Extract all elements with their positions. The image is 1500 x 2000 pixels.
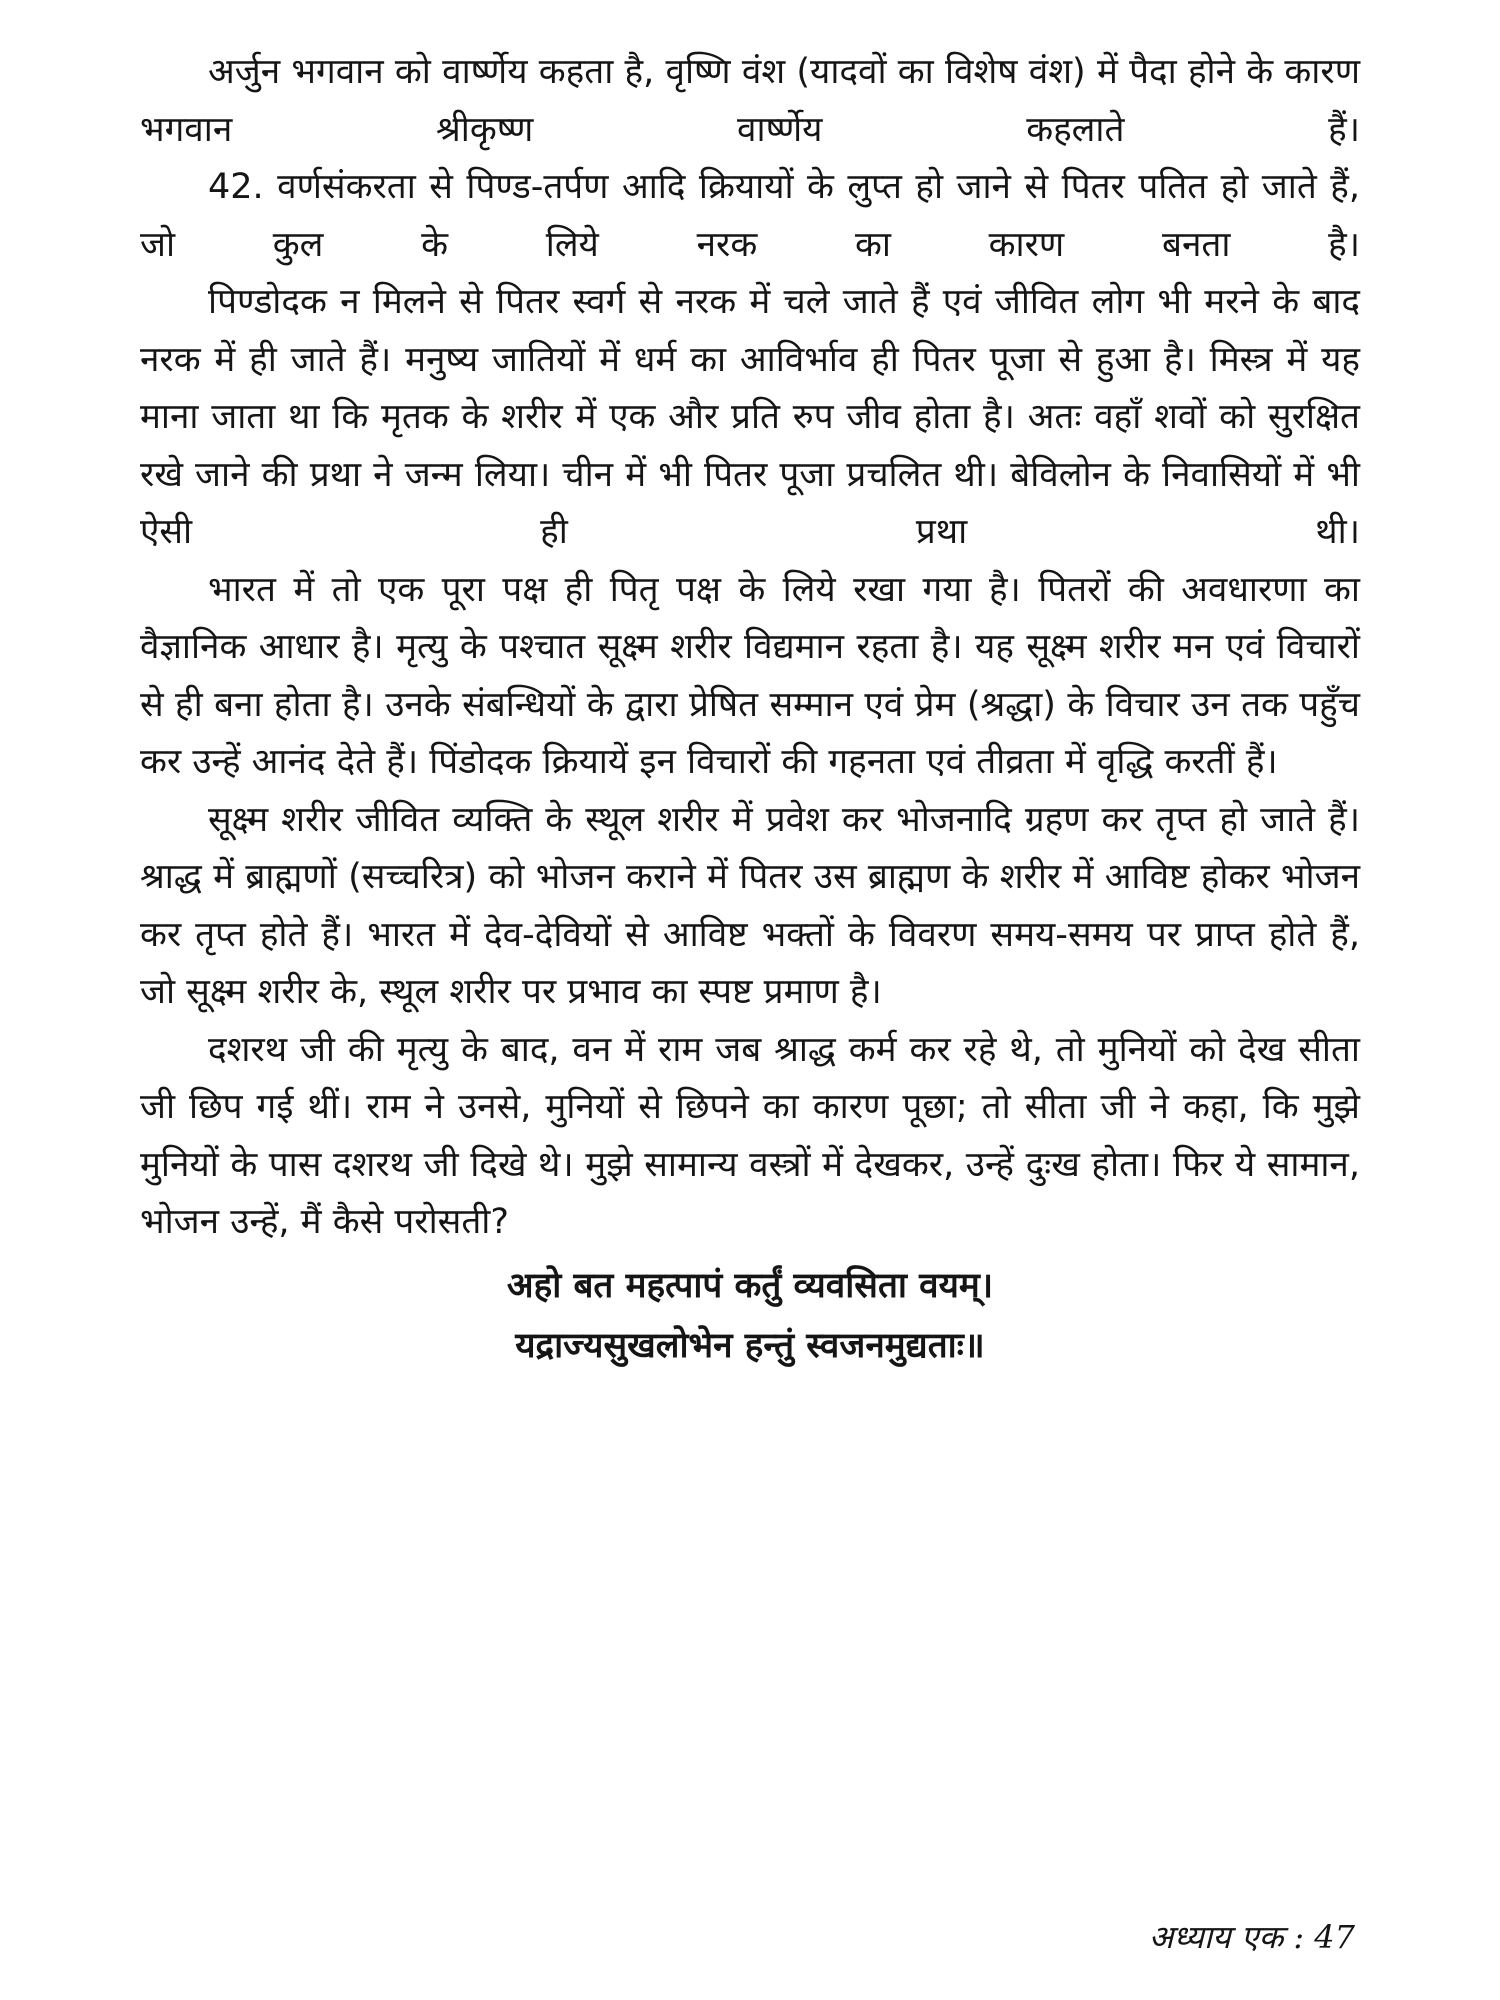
sanskrit-verse	[140, 1256, 1360, 1376]
verse-line-2: यद्राज्यसुखलोभेन हन्तुं स्वजनमुद्यताः॥	[515, 1325, 985, 1366]
paragraph-pindodak: पिण्डोदक न मिलने से पितर स्वर्ग से नरक में चले जाते हैं एवं जीवित लोग भी मरने के बाद नरक में ही जाते हैं। मनुष्य जातियों में धर्म का आविर्भाव ही पितर पूजा से हुआ है। मिस्त्र में यह माना जाता था कि मृतक के शरीर में एक और प्रति रुप जीव होता है। अतः वहाँ शवों को सुरक्षित रखे जाने की प्रथा ने जन्म लिया। चीन में भी पितर पूजा प्रचलित थी। बेविलोन के निवासियों में भी ऐसी ही प्रथा थी।	[140, 282, 1360, 552]
paragraph-pitru-paksha: भारत में तो एक पूरा पक्ष ही पितृ पक्ष के लिये रखा गया है। पितरों की अवधारणा का वैज्ञानिक आधार है। मृत्यु के पश्चात सूक्ष्म शरीर विद्यमान रहता है। यह सूक्ष्म शरीर मन एवं विचारों से ही बना होता है। उनके संबन्धियों के द्वारा प्रेषित सम्मान एवं प्रेम (श्रद्धा) के विचार उन तक पहुँच कर उन्हें आनंद देते हैं। पिंडोदक क्रियायें इन विचारों की गहनता एवं तीव्रता में वृद्धि करतीं हैं।	[140, 569, 1360, 782]
page-body	[140, 44, 1360, 1376]
paragraph-varshneya: अर्जुन भगवान को वार्ष्णेय कहता है, वृष्णि वंश (यादवों का विशेष वंश) में पैदा होने के कारण भगवान श्रीकृष्ण वार्ष्णेय कहलाते हैं।	[140, 52, 1360, 150]
verse-line-1: अहो बत महत्पापं कर्तुं व्यवसिता वयम्।	[506, 1265, 994, 1306]
paragraph-dasharath: दशरथ जी की मृत्यु के बाद, वन में राम जब श्राद्ध कर्म कर रहे थे, तो मुनियों को देख सीता जी छिप गई थीं। राम ने उनसे, मुनियों से छिपने का कारण पूछा; तो सीता जी ने कहा, कि मुझे मुनियों के पास दशरथ जी दिखे थे। मुझे सामान्य वस्त्रों में देखकर, उन्हें दुःख होता। फिर ये सामान, भोजन उन्हें, मैं कैसे परोसती?	[140, 1029, 1360, 1242]
paragraph-verse-42: 42. वर्णसंकरता से पिण्ड-तर्पण आदि क्रियायों के लुप्त हो जाने से पितर पतित हो जाते हैं, जो कुल के लिये नरक का कारण बनता है।	[140, 167, 1360, 265]
page-footer: अध्याय एक : 47	[1148, 1918, 1355, 1956]
paragraph-sukshma-sharir: सूक्ष्म शरीर जीवित व्यक्ति के स्थूल शरीर में प्रवेश कर भोजनादि ग्रहण कर तृप्त हो जाते हैं। श्राद्ध में ब्राह्मणों (सच्चरित्र) को भोजन कराने में पितर उस ब्राह्मण के शरीर में आविष्ट होकर भोजन कर तृप्त होते हैं। भारत में देव-देवियों से आविष्ट भक्तों के विवरण समय-समय पर प्राप्त होते हैं, जो सूक्ष्म शरीर के, स्थूल शरीर पर प्रभाव का स्पष्ट प्रमाण है।	[140, 799, 1360, 1012]
